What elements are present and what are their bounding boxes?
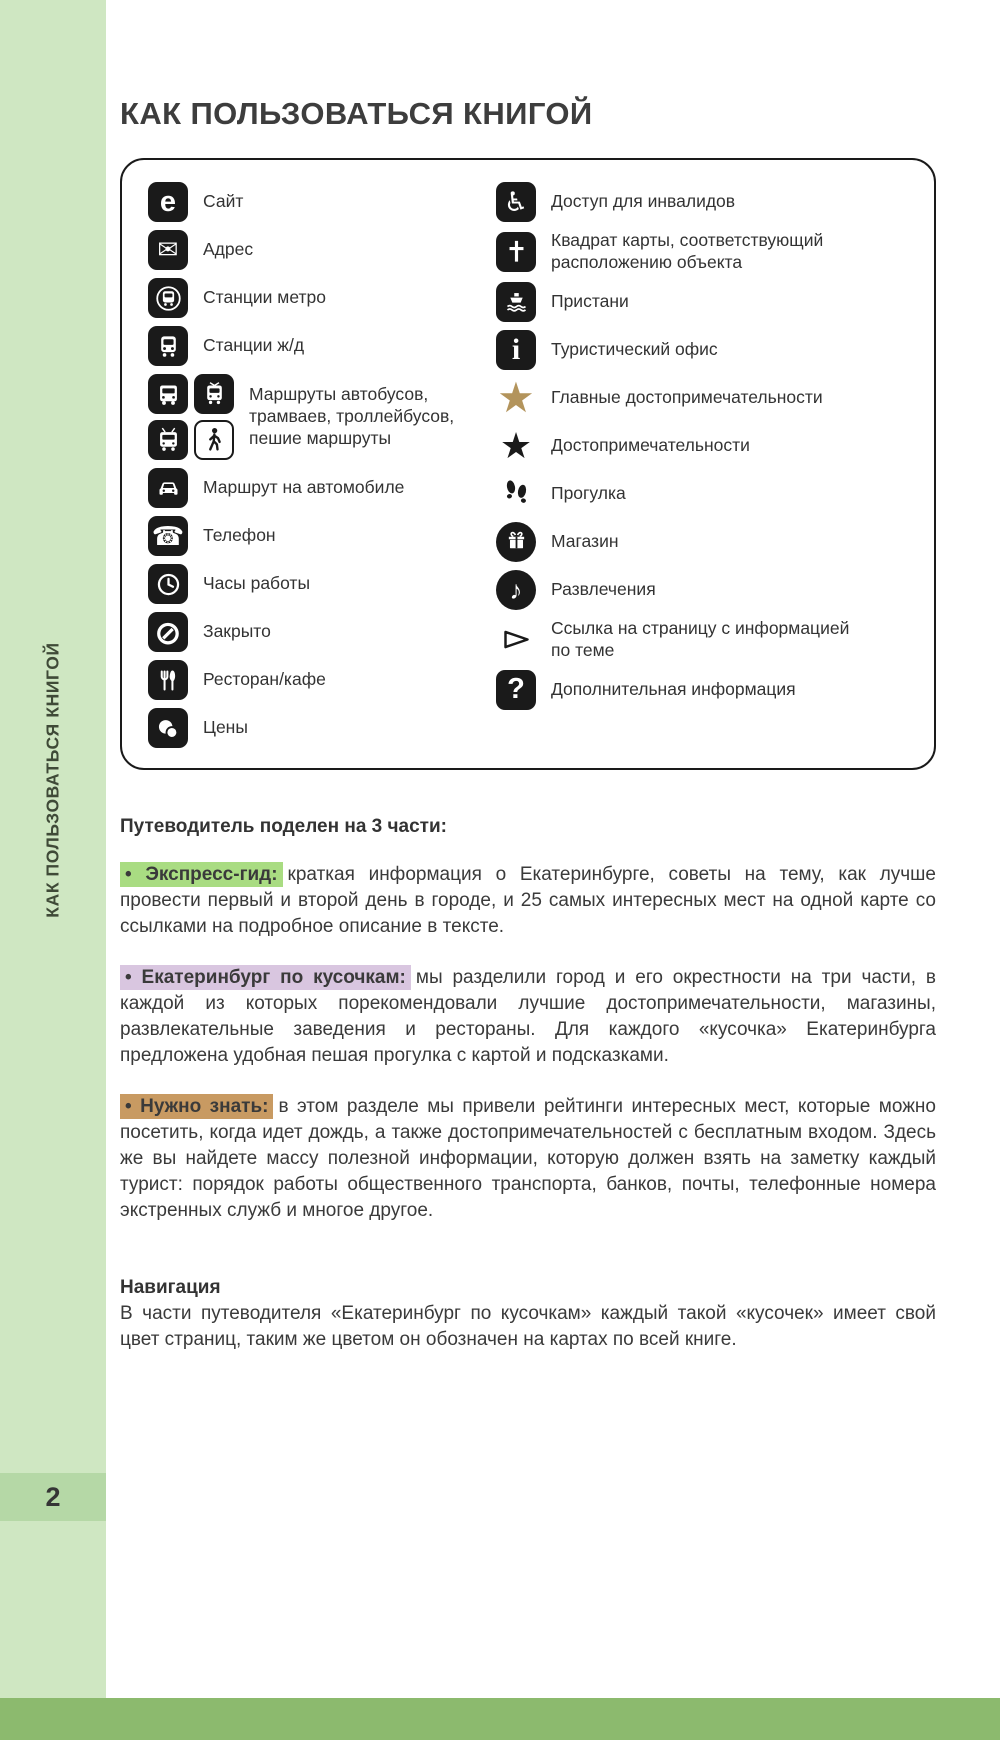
- legend-item: [148, 708, 480, 748]
- legend-icons: [148, 660, 188, 700]
- legend-label: Часы работы: [203, 573, 311, 594]
- map-square-icon: [496, 232, 536, 272]
- legend-item: [496, 373, 916, 421]
- star-gold-icon: ★: [497, 373, 535, 421]
- legend-item: [496, 282, 916, 322]
- star-black-icon: ★: [499, 424, 533, 466]
- legend-icons: [496, 570, 536, 610]
- navigation-heading: Навигация: [120, 1276, 221, 1298]
- navigation-text: В части путеводителя «Екатеринбург по кусочкам» каждый такой «кусочек» имеет свой цвет страниц, таким же цветом он обозначен на картах по всей книге.: [120, 1302, 936, 1350]
- sidebar: [0, 0, 106, 1698]
- sidebar-vertical-title: КАК ПОЛЬЗОВАТЬСЯ КНИГОЙ: [42, 642, 63, 918]
- extra-info-icon: ?: [496, 670, 536, 710]
- legend-item: [496, 522, 916, 562]
- part-express-guide-text: краткая информация о Екатеринбурге, советы на тему, как лучше провести первый и второй день в городе, и 25 самых интересных мест на одной карте со ссылками на подробное описание в тексте.: [120, 864, 936, 938]
- legend-column-left: [148, 182, 480, 756]
- legend-label: Главные достопримечательности: [551, 386, 823, 407]
- legend-item: [496, 230, 916, 274]
- legend-label: Магазин: [551, 530, 619, 551]
- page-number: 2: [45, 1481, 61, 1512]
- legend-label: Цены: [203, 717, 248, 738]
- legend-icons: [148, 374, 234, 460]
- legend-item: [496, 426, 916, 466]
- bus-icon: [148, 374, 188, 414]
- legend-icons: [496, 282, 536, 322]
- legend-label: Развлечения: [551, 578, 656, 599]
- parts-intro-heading: Путеводитель поделен на 3 части:: [120, 816, 447, 837]
- legend-item: [496, 618, 916, 662]
- legend-icons: [496, 474, 536, 514]
- legend-icons: [496, 670, 536, 710]
- legend-icons: [148, 278, 188, 318]
- legend-icons: [148, 516, 188, 556]
- legend-item: [496, 670, 916, 710]
- car-icon: [148, 468, 188, 508]
- legend-label: Телефон: [203, 525, 276, 546]
- legend-item: [148, 612, 480, 652]
- legend-label: Маршрут на автомобиле: [203, 477, 405, 498]
- phone-icon: ☎: [148, 516, 188, 556]
- legend-label: Маршруты автобусов, трамваев, троллейбусов, пешие маршруты: [249, 384, 455, 448]
- part-city-pieces: [120, 965, 936, 1070]
- legend-label: Станции метро: [203, 287, 326, 308]
- part-need-to-know-label: • Нужно знать:: [120, 1094, 273, 1119]
- part-express-guide-label: • Экспресс-гид:: [120, 862, 283, 887]
- legend-item: [148, 182, 480, 222]
- clock-icon: [148, 564, 188, 604]
- legend-icons: [496, 522, 536, 562]
- legend-icons: [496, 620, 536, 660]
- legend-icons: [148, 612, 188, 652]
- legend-label: Закрыто: [203, 621, 271, 642]
- legend-item: [148, 326, 480, 366]
- legend-item: [496, 474, 916, 514]
- legend-icons: [148, 326, 188, 366]
- legend-label: Доступ для инвалидов: [551, 191, 736, 212]
- page-number-band: [0, 1473, 106, 1521]
- legend-item: [148, 230, 480, 270]
- part-city-pieces-text: мы разделили город и его окрестности на три части, в каждой из которых порекомендовали лучшие достопримечательности, магазины, развлекательные заведения и рестораны. Для каждого «кусочка» Екатеринбурга предложена удобная пешая прогулка с картой и подсказками.: [120, 966, 936, 1067]
- legend-icons: [496, 426, 536, 466]
- legend-label: Дополнительная информация: [551, 678, 796, 699]
- legend-icons: [496, 182, 536, 222]
- shop-icon: [496, 522, 536, 562]
- part-express-guide: [120, 862, 936, 941]
- pier-icon: [496, 282, 536, 322]
- website-icon: e: [148, 182, 188, 222]
- legend-label: Квадрат карты, соответствующий расположению объекта: [551, 230, 824, 272]
- legend-item: [496, 182, 916, 222]
- tram-icon: [194, 374, 234, 414]
- footer-bar: [0, 1698, 1000, 1740]
- legend-item: [148, 564, 480, 604]
- metro-icon: [148, 278, 188, 318]
- legend-label: Туристический офис: [551, 338, 718, 359]
- legend-item: [148, 374, 480, 460]
- wheelchair-icon: ♿: [496, 182, 536, 222]
- legend-label: Прогулка: [551, 482, 626, 503]
- railway-icon: [148, 326, 188, 366]
- trolleybus-icon: [148, 420, 188, 460]
- legend-icons: [496, 330, 536, 370]
- legend-item: [148, 278, 480, 318]
- legend-label: Адрес: [203, 239, 254, 260]
- legend-icons: [148, 182, 188, 222]
- content: [120, 0, 936, 1353]
- page-link-icon: [496, 620, 536, 660]
- legend-item: [496, 330, 916, 370]
- legend-item: [148, 516, 480, 556]
- pedestrian-icon: [194, 420, 234, 460]
- page-title: КАК ПОЛЬЗОВАТЬСЯ КНИГОЙ: [120, 96, 593, 131]
- legend-item: [148, 468, 480, 508]
- legend-icons: [496, 373, 536, 421]
- legend-icons: [496, 232, 536, 272]
- legend-column-right: [496, 182, 916, 756]
- legend-icons: [148, 468, 188, 508]
- closed-icon: ⊘: [148, 612, 188, 652]
- legend-icons: [148, 708, 188, 748]
- info-office-icon: i: [496, 330, 536, 370]
- part-need-to-know: [120, 1094, 936, 1225]
- walk-icon: [496, 474, 536, 514]
- part-city-pieces-label: • Екатеринбург по кусочкам:: [120, 965, 411, 990]
- legend-label: Пристани: [551, 290, 629, 311]
- legend-label: Станции ж/д: [203, 335, 305, 356]
- legend-label: Ссылка на страницу с информацией по теме: [551, 617, 850, 660]
- legend-label: Сайт: [203, 191, 244, 212]
- legend-box: [120, 158, 936, 770]
- legend-item: [496, 570, 916, 610]
- restaurant-icon: [148, 660, 188, 700]
- legend-icons: [148, 564, 188, 604]
- prices-icon: [148, 708, 188, 748]
- address-icon: ✉: [148, 230, 188, 270]
- legend-label: Достопримечательности: [551, 434, 750, 455]
- entertainment-icon: ♪: [496, 570, 536, 610]
- part-need-to-know-text: в этом разделе мы привели рейтинги интересных мест, которые можно посетить, когда идет дождь, а также достопримечательностей с бесплатным входом. Здесь же вы найдете массу полезной информации, которую должен взять на заметку каждый турист: порядок работы общественного транспорта, банков, почты, телефонные номера экстренных служб и многое другое.: [120, 1095, 936, 1222]
- legend-icons: [148, 230, 188, 270]
- legend-item: [148, 660, 480, 700]
- legend-label: Ресторан/кафе: [203, 669, 326, 690]
